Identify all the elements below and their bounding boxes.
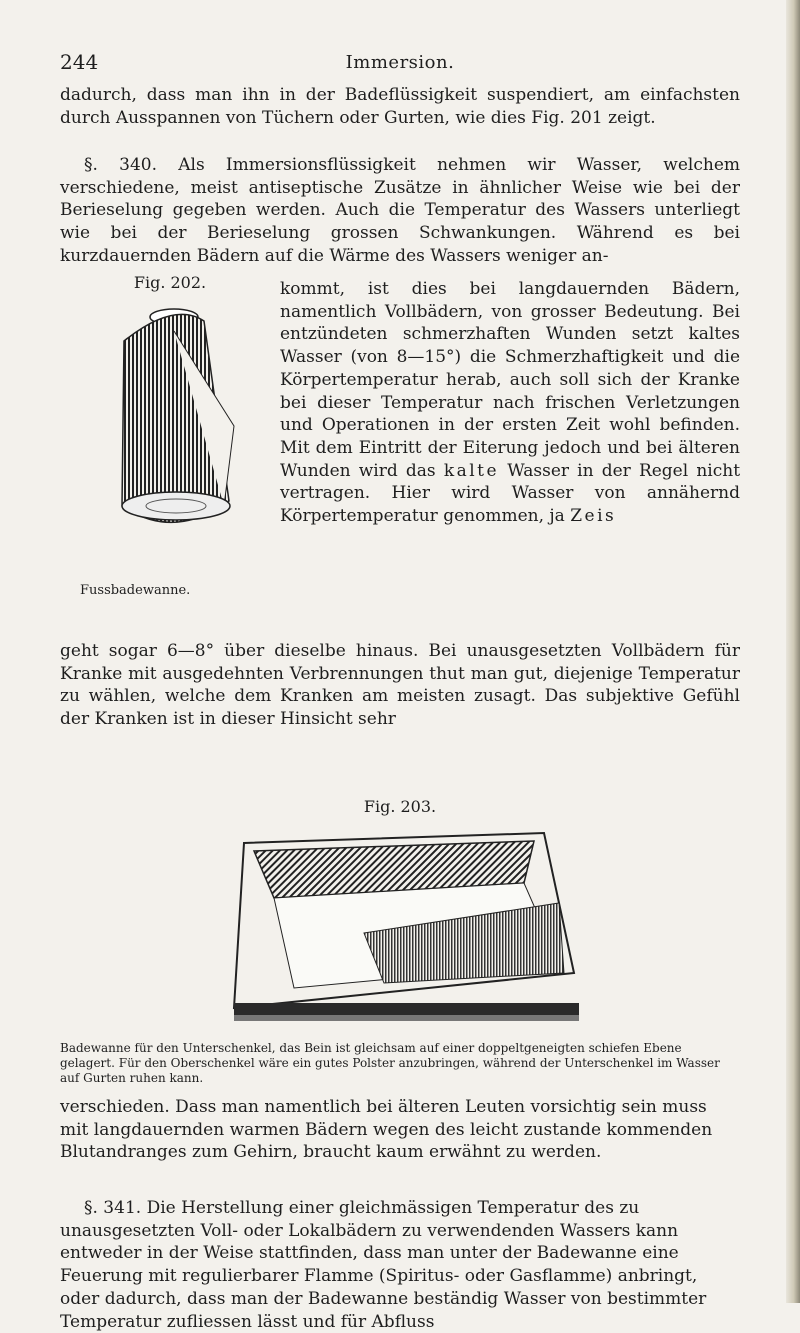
emphasis-kalte: kalte — [443, 460, 500, 481]
foot-bath-tub-illustration — [104, 301, 244, 571]
paragraph-340-continued — [60, 640, 740, 731]
paragraph-340: §. 340. Als Immersionsflüssigkeit nehmen wir Wasser, welchem verschiedene, meist antiseptische Zusätze in ähnlicher Weise wie bei der Berieselung gegeben werden. Auch die Temperatur des Wassers unterliegt wie bei der Berieselung grossen Schwankungen. Während es bei kurzdauernden Bädern auf die Wärme des Wassers weniger an- — [60, 155, 740, 266]
paragraph-intro: dadurch, dass man ihn in der Badeflüssigkeit suspendiert, am einfachsten durch Ausspannen von Tüchern oder Gurten, wie dies Fig. 201 zeigt. — [60, 85, 740, 128]
figure-202-title: Fig. 202. — [133, 273, 207, 292]
paragraph-340-wrapped — [280, 278, 740, 528]
figure-203-title: Fig. 203. — [363, 797, 437, 816]
continued-text: geht sogar 6—8° über dieselbe hinaus. Bei unausgesetzten Vollbädern für Kranke mit ausgedehnten Verbrennungen thut man gut, diejenige Temperatur zu wählen, welche dem Kranken am meisten zusagt. Das subjektive Gefühl der Kranken ist in dieser Hinsicht sehr — [60, 641, 740, 730]
figure-202-label: Fussbadewanne. — [80, 583, 191, 598]
paragraph-341: §. 341. Die Herstellung einer gleichmässigen Temperatur des zu unausgesetzten Voll- oder Lokalbädern zu verwendenden Wassers kann entweder in der Weise stattfinden, dass man unter der Badewanne eine Feuerung mit regulierbarer Flamme (Spiritus- oder Gasflamme) anbringt, oder dadurch, dass man der Badewanne beständig Wasser von bestimmter Temperatur zufliessen lässt und für Abfluss — [60, 1198, 707, 1332]
figure-203-caption: Badewanne für den Unterschenkel, das Bein ist gleichsam auf einer doppeltgeneigten schiefen Ebene gelagert. Für den Oberschenkel wäre ein gutes Polster anzubringen, während der Unterschenkel im Wasser auf Gurten ruhen kann. — [60, 1041, 720, 1085]
wrapped-text-part-2: Wasser in der Regel nicht vertragen. Hier wird Wasser von annähernd Körpertemperatur genommen, ja — [280, 460, 741, 527]
page-number: 244 — [60, 50, 99, 74]
page-edge — [786, 0, 800, 1303]
paragraph-340-end: verschieden. Dass man namentlich bei älteren Leuten vorsichtig sein muss mit langdauernden warmen Bädern wegen des leicht zustande kommenden Blutandranges zum Gehirn, braucht kaum erwähnt zu werden. — [60, 1097, 713, 1163]
author-name-zeis: Zeis — [570, 506, 617, 527]
wrapped-text-part-1: kommt, ist dies bei langdauernden Bädern, namentlich Vollbädern, von grosser Bedeutung. Bei entzündeten schmerzhaften Wunden setzt kaltes Wasser (von 8—15°) die Schmerzhaftigkeit und die Körpertemperatur herab, auch soll sich der Kranke bei dieser Temperatur nach frischen Verletzungen und Operationen in der ersten Zeit wohl befinden. Mit dem Eintritt der Eiterung jedoch und bei älteren Wunden wird das — [280, 279, 740, 481]
page-header — [60, 50, 740, 72]
leg-bath-tub-illustration — [214, 823, 586, 1033]
figure-202 — [60, 273, 280, 613]
running-title: Immersion. — [345, 52, 455, 73]
